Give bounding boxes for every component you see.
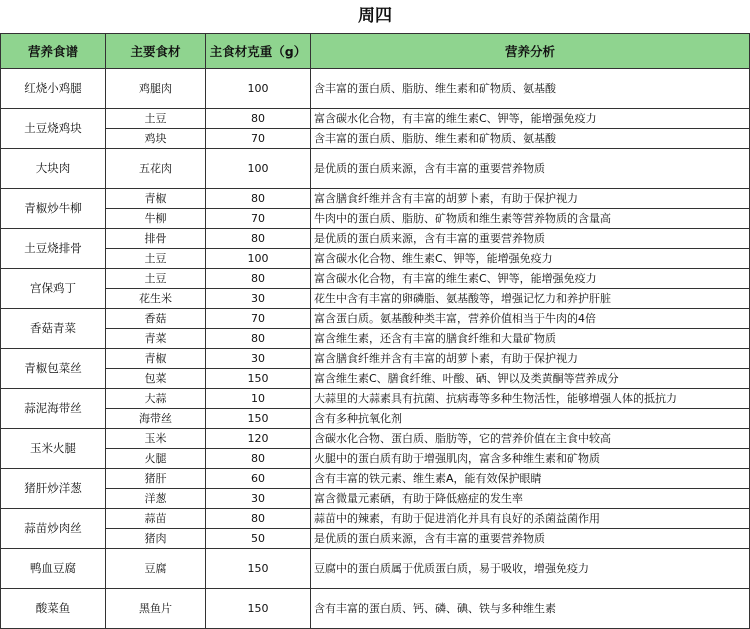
table-row (1, 509, 750, 529)
dish-name: 青椒包菜丝 (1, 349, 106, 389)
food-weight: 30 (206, 349, 311, 369)
dish-name: 蒜泥海带丝 (1, 389, 106, 429)
table-row (1, 449, 750, 469)
table-row (1, 549, 750, 589)
page-title: 周四 (358, 6, 392, 26)
food-name: 黑鱼片 (106, 589, 206, 629)
nutrition-analysis: 含有丰富的铁元素、维生素A，能有效保护眼睛 (311, 469, 750, 489)
food-weight: 80 (206, 269, 311, 289)
food-weight: 80 (206, 189, 311, 209)
table-row (1, 349, 750, 369)
nutrition-analysis: 豆腐中的蛋白质属于优质蛋白质，易于吸收，增强免疫力 (311, 549, 750, 589)
food-weight: 120 (206, 429, 311, 449)
table-row (1, 249, 750, 269)
nutrition-analysis: 含有多种抗氧化剂 (311, 409, 750, 429)
table-row (1, 429, 750, 449)
nutrition-analysis: 富含膳食纤维并含有丰富的胡萝卜素，有助于保护视力 (311, 349, 750, 369)
nutrition-analysis: 是优质的蛋白质来源，含有丰富的重要营养物质 (311, 229, 750, 249)
food-weight: 100 (206, 249, 311, 269)
table-row (1, 229, 750, 249)
food-name: 五花肉 (106, 149, 206, 189)
food-weight: 100 (206, 69, 311, 109)
dish-name: 红烧小鸡腿 (1, 69, 106, 109)
food-name: 排骨 (106, 229, 206, 249)
table-row (1, 529, 750, 549)
food-name: 大蒜 (106, 389, 206, 409)
food-name: 青菜 (106, 329, 206, 349)
dish-name: 青椒炒牛柳 (1, 189, 106, 229)
food-weight: 150 (206, 589, 311, 629)
nutrition-analysis: 含碳水化合物、蛋白质、脂肪等，它的营养价值在主食中较高 (311, 429, 750, 449)
food-weight: 150 (206, 409, 311, 429)
dish-name: 香菇青菜 (1, 309, 106, 349)
table-row (1, 189, 750, 209)
nutrition-analysis: 火腿中的蛋白质有助于增强肌肉，富含多种维生素和矿物质 (311, 449, 750, 469)
food-name: 花生米 (106, 289, 206, 309)
food-weight: 80 (206, 449, 311, 469)
dish-name: 鸭血豆腐 (1, 549, 106, 589)
food-weight: 10 (206, 389, 311, 409)
header-row (1, 34, 750, 69)
food-weight: 150 (206, 369, 311, 389)
food-weight: 80 (206, 509, 311, 529)
nutrition-analysis: 富含碳水化合物，有丰富的维生素C、钾等，能增强免疫力 (311, 109, 750, 129)
food-weight: 70 (206, 209, 311, 229)
nutrition-analysis: 是优质的蛋白质来源，含有丰富的重要营养物质 (311, 149, 750, 189)
food-name: 土豆 (106, 109, 206, 129)
food-weight: 100 (206, 149, 311, 189)
nutrition-analysis: 富含膳食纤维并含有丰富的胡萝卜素，有助于保护视力 (311, 189, 750, 209)
table-row (1, 489, 750, 509)
dish-name: 宫保鸡丁 (1, 269, 106, 309)
table-row (1, 469, 750, 489)
dish-name: 大块肉 (1, 149, 106, 189)
dish-name: 猪肝炒洋葱 (1, 469, 106, 509)
food-weight: 80 (206, 109, 311, 129)
dish-name: 土豆烧排骨 (1, 229, 106, 269)
food-weight: 30 (206, 489, 311, 509)
nutrition-analysis: 含丰富的蛋白质、脂肪、维生素和矿物质、氨基酸 (311, 69, 750, 109)
table-row (1, 109, 750, 129)
food-weight: 80 (206, 329, 311, 349)
food-name: 青椒 (106, 189, 206, 209)
food-name: 青椒 (106, 349, 206, 369)
nutrition-analysis: 大蒜里的大蒜素具有抗菌、抗病毒等多种生物活性，能够增强人体的抵抗力 (311, 389, 750, 409)
food-weight: 70 (206, 129, 311, 149)
nutrition-analysis: 富含蛋白质。氨基酸种类丰富，营养价值相当于牛肉的4倍 (311, 309, 750, 329)
nutrition-analysis: 是优质的蛋白质来源，含有丰富的重要营养物质 (311, 529, 750, 549)
table-row (1, 309, 750, 329)
food-name: 豆腐 (106, 549, 206, 589)
dish-name: 蒜苗炒肉丝 (1, 509, 106, 549)
header-weight: 主食材克重（g） (206, 34, 311, 69)
dish-name: 土豆烧鸡块 (1, 109, 106, 149)
food-name: 火腿 (106, 449, 206, 469)
table-row (1, 409, 750, 429)
table-row (1, 289, 750, 309)
food-weight: 50 (206, 529, 311, 549)
food-name: 猪肉 (106, 529, 206, 549)
food-name: 鸡块 (106, 129, 206, 149)
food-weight: 80 (206, 229, 311, 249)
dish-name: 酸菜鱼 (1, 589, 106, 629)
food-weight: 150 (206, 549, 311, 589)
nutrition-analysis: 富含碳水化合物，有丰富的维生素C、钾等，能增强免疫力 (311, 269, 750, 289)
nutrition-analysis: 富含微量元素硒，有助于降低癌症的发生率 (311, 489, 750, 509)
food-name: 玉米 (106, 429, 206, 449)
nutrition-analysis: 富含维生素C、膳食纤维、叶酸、硒、钾以及类黄酮等营养成分 (311, 369, 750, 389)
food-weight: 60 (206, 469, 311, 489)
food-name: 蒜苗 (106, 509, 206, 529)
table-row (1, 329, 750, 349)
food-name: 土豆 (106, 249, 206, 269)
table-row (1, 129, 750, 149)
food-name: 土豆 (106, 269, 206, 289)
nutrition-analysis: 含有丰富的蛋白质、钙、磷、碘、铁与多种维生素 (311, 589, 750, 629)
food-name: 包菜 (106, 369, 206, 389)
food-name: 海带丝 (106, 409, 206, 429)
header-food: 主要食材 (106, 34, 206, 69)
table-row (1, 589, 750, 629)
table-row (1, 269, 750, 289)
table-row (1, 369, 750, 389)
food-name: 牛柳 (106, 209, 206, 229)
food-name: 猪肝 (106, 469, 206, 489)
nutrition-analysis: 富含碳水化合物、维生素C、钾等，能增强免疫力 (311, 249, 750, 269)
table-row (1, 389, 750, 409)
nutrition-analysis: 花生中含有丰富的卵磷脂、氨基酸等，增强记忆力和养护肝脏 (311, 289, 750, 309)
header-analysis: 营养分析 (311, 34, 750, 69)
food-name: 香菇 (106, 309, 206, 329)
dish-name: 玉米火腿 (1, 429, 106, 469)
header-dish: 营养食谱 (1, 34, 106, 69)
nutrition-analysis: 牛肉中的蛋白质、脂肪、矿物质和维生素等营养物质的含量高 (311, 209, 750, 229)
table-row (1, 209, 750, 229)
food-weight: 30 (206, 289, 311, 309)
food-name: 洋葱 (106, 489, 206, 509)
nutrition-analysis: 富含维生素，还含有丰富的膳食纤维和大量矿物质 (311, 329, 750, 349)
nutrition-table (0, 33, 750, 629)
table-row (1, 69, 750, 109)
nutrition-analysis: 含丰富的蛋白质、脂肪、维生素和矿物质、氨基酸 (311, 129, 750, 149)
food-name: 鸡腿肉 (106, 69, 206, 109)
table-body (1, 69, 750, 629)
nutrition-analysis: 蒜苗中的辣素，有助于促进消化并具有良好的杀菌益菌作用 (311, 509, 750, 529)
food-weight: 70 (206, 309, 311, 329)
table-row (1, 149, 750, 189)
